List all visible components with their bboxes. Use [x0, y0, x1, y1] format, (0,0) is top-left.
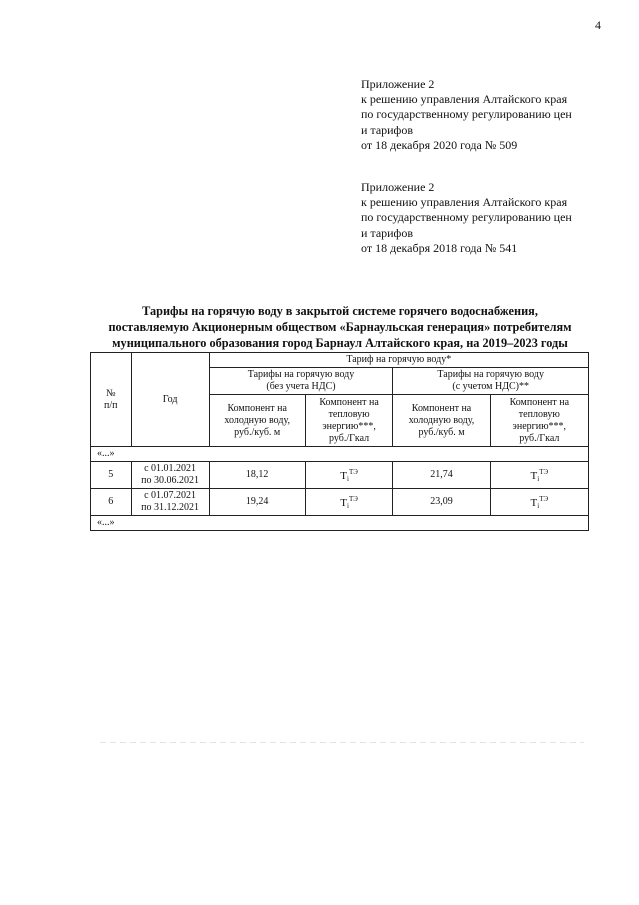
- appendix-line: Приложение 2: [361, 77, 435, 91]
- symbol-sup: ТЭ: [348, 467, 358, 476]
- ellipsis-row: «...»: [91, 447, 589, 462]
- header-line: Компонент на: [319, 396, 379, 408]
- thermal-tariff-symbol: [340, 467, 358, 483]
- appendix-line: от 18 декабря 2018 года № 541: [361, 240, 518, 255]
- row-number: 6: [91, 489, 132, 516]
- row-number: 5: [91, 462, 132, 489]
- group-header-line: Тарифы на горячую воду: [247, 369, 355, 380]
- header-line: холодную воду,: [224, 414, 290, 426]
- cell-thermal-no-vat: [305, 489, 393, 516]
- period-line: по 30.06.2021: [141, 475, 200, 486]
- cell-thermal-with-vat: [490, 489, 588, 516]
- title-line: Тарифы на горячую воду в закрытой системе горячего водоснабжения,: [142, 304, 538, 318]
- col-header-year: Год: [131, 353, 209, 447]
- title-line: поставляемую Акционерным обществом «Барнаульская генерация» потребителям: [108, 320, 572, 334]
- symbol-sub: i: [347, 501, 349, 510]
- cell-cold-with-vat: 23,09: [393, 489, 490, 516]
- appendix-header-2018: [361, 180, 611, 256]
- thermal-tariff-symbol: [530, 494, 549, 510]
- symbol-sup: ТЭ: [539, 494, 549, 503]
- appendix-line: по государственному регулированию цен: [361, 210, 572, 225]
- appendix-line: от 18 декабря 2020 года № 509: [361, 137, 518, 152]
- cell-cold-no-vat: 18,12: [209, 462, 305, 489]
- group-header-line: (с учетом НДС)**: [452, 381, 530, 392]
- table-row: [91, 462, 589, 489]
- symbol-base: Т: [530, 469, 538, 482]
- appendix-line: и тарифов: [361, 225, 414, 240]
- symbol-sup: ТЭ: [348, 494, 358, 503]
- group-header-line: Тарифы на горячую воду: [437, 369, 544, 380]
- col-header-cold-no-vat: [209, 395, 305, 447]
- appendix-line: к решению управления Алтайского края: [361, 195, 568, 210]
- page-number: 4: [595, 18, 601, 32]
- header-line: тепловую: [518, 408, 560, 420]
- col-header-number-line: №: [106, 387, 116, 399]
- symbol-sup: ТЭ: [539, 467, 549, 476]
- header-line: Компонент на: [227, 402, 287, 414]
- group-header-with-vat: [393, 368, 589, 395]
- row-period: [131, 489, 209, 516]
- col-header-thermal-no-vat: [305, 395, 393, 447]
- period-line: с 01.01.2021: [144, 463, 197, 474]
- header-line: руб./куб. м: [234, 426, 281, 438]
- header-line: руб./Гкал: [519, 432, 560, 444]
- header-line: тепловую: [328, 408, 370, 420]
- cell-thermal-with-vat: [490, 462, 588, 489]
- header-line: руб./куб. м: [418, 426, 465, 438]
- thermal-tariff-symbol: [530, 467, 549, 483]
- tariff-table: [90, 352, 589, 531]
- symbol-sub: i: [537, 474, 540, 483]
- col-header-number: [91, 353, 132, 447]
- appendix-line: и тарифов: [361, 122, 414, 137]
- header-line: холодную воду,: [408, 414, 475, 426]
- header-line: Компонент на: [411, 402, 472, 414]
- header-line: энергию***,: [322, 420, 376, 432]
- cell-thermal-no-vat: [305, 462, 393, 489]
- header-line: энергию***,: [512, 420, 567, 432]
- period-line: с 01.07.2021: [144, 490, 197, 501]
- group-header-line: (без учета НДС): [266, 381, 336, 392]
- cell-cold-no-vat: 19,24: [209, 489, 305, 516]
- thermal-tariff-symbol: [340, 494, 358, 510]
- appendix-header-2020: [361, 77, 611, 153]
- symbol-base: Т: [340, 469, 348, 482]
- faint-bleedthrough-line: [100, 742, 584, 743]
- col-header-number-line: п/п: [104, 399, 118, 411]
- title-line: муниципального образования город Барнаул Алтайского края, на 2019–2023 годы: [112, 336, 568, 350]
- row-period: [131, 462, 209, 489]
- symbol-sub: i: [537, 501, 540, 510]
- symbol-sub: i: [347, 474, 349, 483]
- period-line: по 31.12.2021: [141, 502, 200, 513]
- col-header-thermal-with-vat: [490, 395, 588, 447]
- cell-cold-with-vat: 21,74: [393, 462, 490, 489]
- appendix-line: Приложение 2: [361, 180, 435, 194]
- appendix-line: к решению управления Алтайского края: [361, 92, 568, 107]
- table-row: [91, 489, 589, 516]
- header-line: Компонент на: [509, 396, 570, 408]
- symbol-base: Т: [340, 496, 348, 509]
- symbol-base: Т: [530, 496, 538, 509]
- group-header-no-vat: [209, 368, 393, 395]
- document-title: [60, 303, 620, 351]
- appendix-line: по государственному регулированию цен: [361, 107, 572, 122]
- header-line: руб./Гкал: [329, 432, 370, 444]
- ellipsis-row: «...»: [91, 516, 589, 531]
- col-header-cold-with-vat: [393, 395, 490, 447]
- tariff-header: Тариф на горячую воду*: [209, 353, 588, 368]
